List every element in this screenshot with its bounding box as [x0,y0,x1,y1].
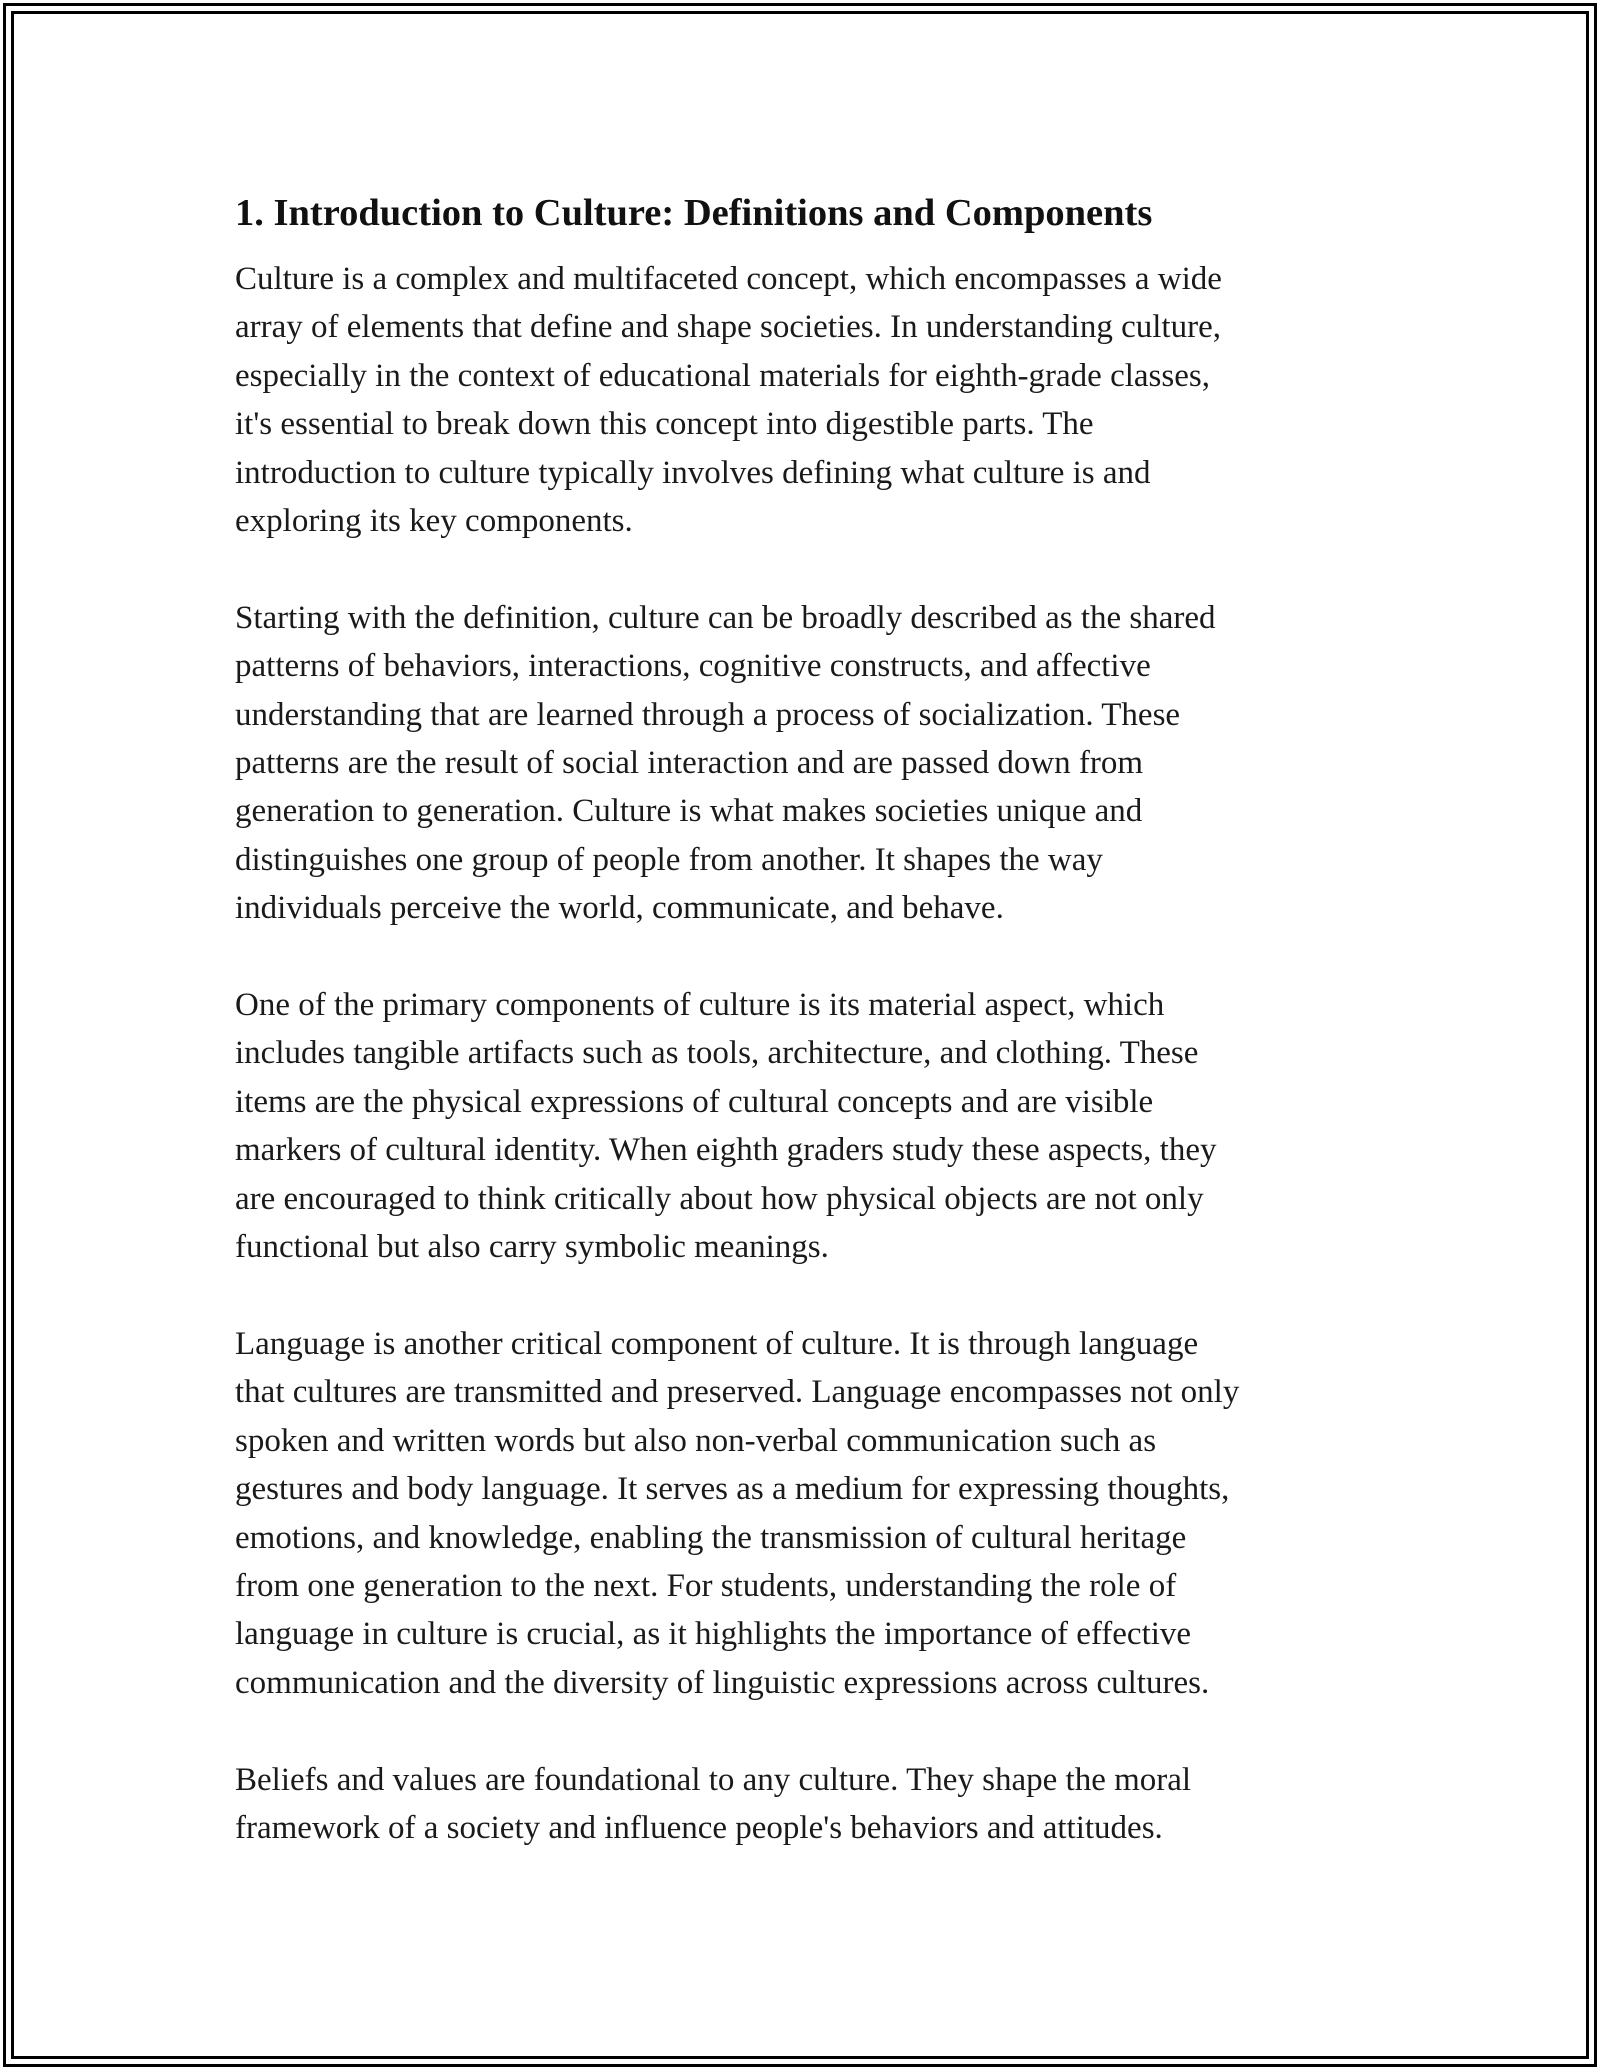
text-line: are encouraged to think critically about how physical objects are not only [235,1180,1204,1217]
text-line: from one generation to the next. For students, understanding the role of [235,1567,1177,1604]
text-line: items are the physical expressions of cultural concepts and are visible [235,1083,1154,1120]
document-body [235,185,1365,1901]
text-line: Culture is a complex and multifaceted concept, which encompasses a wide [235,261,1222,297]
text-line: exploring its key components. [235,503,633,540]
text-line: especially in the context of educational materials for eighth-grade classes, [235,357,1210,394]
text-line: One of the primary components of culture is its material aspect, which [235,987,1165,1024]
text-line: spoken and written words but also non-verbal communication such as [235,1422,1157,1459]
text-line: includes tangible artifacts such as tools, architecture, and clothing. These [235,1035,1199,1072]
text-line: functional but also carry symbolic meanings. [235,1229,829,1266]
paragraph-language [235,1320,1365,1707]
section-heading: 1. Introduction to Culture: Definitions and Components [235,192,1153,234]
text-line: array of elements that define and shape societies. In understanding culture, [235,309,1221,346]
text-line: individuals perceive the world, communicate, and behave. [235,890,1004,927]
text-line: that cultures are transmitted and preserved. Language encompasses not only [235,1374,1240,1411]
text-line: Beliefs and values are foundational to any culture. They shape the moral [235,1761,1192,1798]
text-line: patterns of behaviors, interactions, cognitive constructs, and affective [235,648,1151,685]
text-line: language in culture is crucial, as it highlights the importance of effective [235,1616,1192,1653]
text-line: framework of a society and influence people's behaviors and attitudes. [235,1809,1163,1846]
text-line: markers of cultural identity. When eighth graders study these aspects, they [235,1132,1217,1169]
text-line: introduction to culture typically involves defining what culture is and [235,454,1151,491]
text-line: patterns are the result of social interaction and are passed down from [235,745,1144,782]
text-line: generation to generation. Culture is what makes societies unique and [235,793,1143,830]
paragraph-definition [235,594,1365,933]
text-line: Language is another critical component of culture. It is through language [235,1325,1199,1362]
paragraph-beliefs-values [235,1756,1365,1853]
text-line: it's essential to break down this concept into digestible parts. The [235,406,1094,443]
text-line: communication and the diversity of linguistic expressions across cultures. [235,1664,1210,1701]
text-line: understanding that are learned through a process of socialization. These [235,696,1181,733]
paragraph-material-culture [235,981,1365,1271]
text-line: Starting with the definition, culture can be broadly described as the shared [235,599,1216,636]
text-line: distinguishes one group of people from another. It shapes the way [235,841,1103,878]
text-line: emotions, and knowledge, enabling the transmission of cultural heritage [235,1519,1187,1556]
text-line: gestures and body language. It serves as a medium for expressing thoughts, [235,1471,1230,1508]
paragraph-definition-intro [235,255,1365,545]
